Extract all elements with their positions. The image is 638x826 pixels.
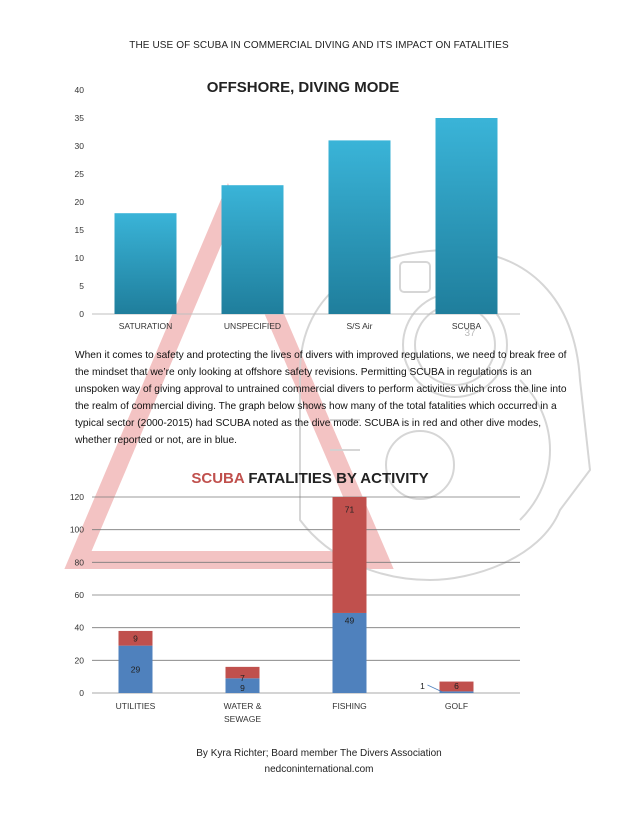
chart2-category-label: GOLF xyxy=(444,701,469,711)
chart2-y-tick-label: 100 xyxy=(69,524,84,535)
chart2-y-tick-label: 40 xyxy=(74,622,84,633)
chart2-category-label: UTILITIES xyxy=(115,701,156,711)
page-header: THE USE OF SCUBA IN COMMERCIAL DIVING AND ITS IMPACT ON FATALITIES xyxy=(129,40,509,51)
chart2-y-tick-label: 0 xyxy=(79,688,84,698)
chart2-y-tick-label: 120 xyxy=(69,492,84,502)
chart1-category-label: SCUBA xyxy=(451,321,482,331)
chart2-bar-segment xyxy=(440,691,474,693)
chart2-data-label: 7 xyxy=(240,673,245,683)
chart1-y-tick-label: 0 xyxy=(79,309,84,319)
chart2-data-label: 29 xyxy=(130,664,141,675)
chart1-y-tick-label: 30 xyxy=(74,141,84,151)
chart2-data-label: 6 xyxy=(454,681,459,691)
body-paragraph: When it comes to safety and protecting the lives of divers with improved regulations, we need to break free of the mindset that we’re only looking at offshore safety revisions. Permitting SCUBA in regulations is an unspoken way of giving approval to untrained commercial divers to perform activities which cross the line into the realm of commercial diving. The graph below shows how many of the total fatalities which occurred in a typical sector (2000-2015) had SCUBA noted as the dive mode. SCUBA is in red and other dive modes, whether reported or not, are in blue. xyxy=(75,350,567,446)
footer-byline: By Kyra Richter; Board member The Divers Association xyxy=(196,748,442,759)
chart1-category-label: UNSPECIFIED xyxy=(223,321,282,331)
chart2-data-label: 49 xyxy=(344,615,355,626)
chart1-y-tick-label: 5 xyxy=(79,281,84,291)
chart2-category-label: SEWAGE xyxy=(224,714,261,724)
chart1-category-label: S/S Air xyxy=(346,321,373,331)
chart2-data-label: 9 xyxy=(133,633,138,644)
chart2-category-label: WATER & xyxy=(223,701,262,711)
footer-website: nedconinternational.com xyxy=(264,764,374,775)
page-footer xyxy=(0,746,638,778)
chart1-y-tick-label: 20 xyxy=(74,197,84,207)
chart2-title-accent: SCUBA xyxy=(191,470,245,487)
chart2-data-label: 71 xyxy=(344,504,355,515)
chart2-data-label: 9 xyxy=(240,683,245,693)
chart1-y-tick-label: 40 xyxy=(74,85,84,95)
helmet-badge-number: 37 xyxy=(464,328,476,339)
chart1-y-tick-label: 35 xyxy=(74,113,84,123)
chart1-y-tick-label: 15 xyxy=(74,225,84,235)
chart2-y-tick-label: 80 xyxy=(74,557,84,568)
chart2-data-label: 1 xyxy=(420,681,425,691)
chart2-title-rest: FATALITIES BY ACTIVITY xyxy=(248,470,429,487)
chart2-y-tick-label: 60 xyxy=(74,590,84,600)
chart2-y-tick-label: 20 xyxy=(74,655,84,666)
chart1-y-tick-label: 25 xyxy=(74,169,84,179)
chart1-title: OFFSHORE, DIVING MODE xyxy=(206,79,400,96)
chart2-bar-segment xyxy=(333,497,367,613)
chart1-y-tick-label: 10 xyxy=(74,253,84,263)
chart2-category-label: FISHING xyxy=(332,701,367,711)
chart1-category-label: SATURATION xyxy=(118,321,173,331)
